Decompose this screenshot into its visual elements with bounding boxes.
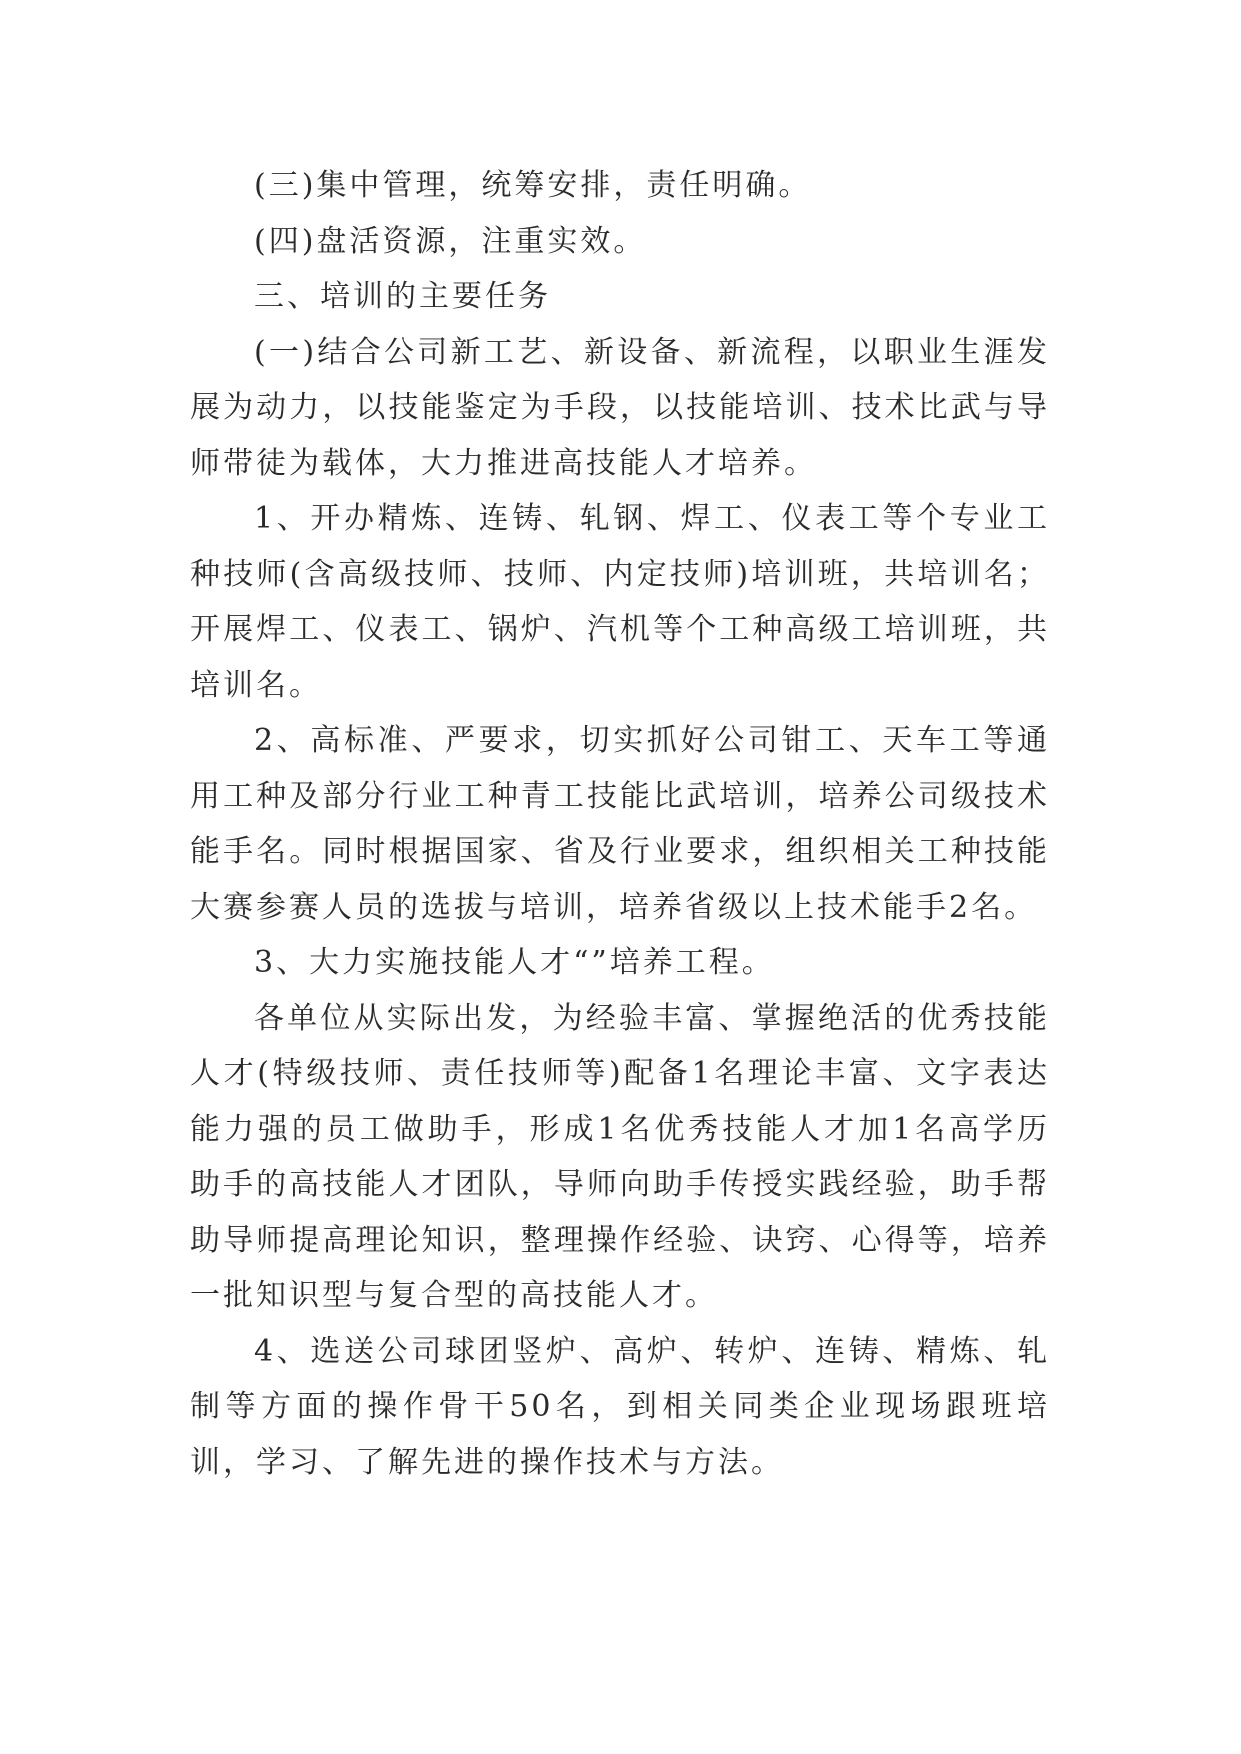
section-heading-main-tasks: 三、培训的主要任务 [254,279,551,314]
paragraph-principle-3: (三)集中管理，统筹安排，责任明确。 [254,168,812,203]
paragraph-principle-4: (四)盘活资源，注重实效。 [254,223,647,259]
paragraph-item-3: 3、大力实施技能人才“”培养工程。 [254,945,775,980]
paragraph-item-2: 2、高标准、严要求，切实抓好公司钳工、天车工等通用工种及部分行业工种青工技能比武培训，培养公司级技术能手名。同时根据国家、省及行业要求，组织相关工种技能大赛参赛人员的选拔与培训，培养省级以上技术能手2名。 [190,723,1050,925]
document-page [190,158,1050,1490]
paragraph-item-3-detail: 各单位从实际出发，为经验丰富、掌握绝活的优秀技能人才(特级技师、责任技师等)配备1名理论丰富、文字表达能力强的员工做助手，形成1名优秀技能人才加1名高学历助手的高技能人才团队，导师向助手传授实践经验，助手帮助导师提高理论知识，整理操作经验、诀窍、心得等，培养一批知识型与复合型的高技能人才。 [190,1000,1050,1313]
paragraph-item-4: 4、选送公司球团竖炉、高炉、转炉、连铸、精炼、轧制等方面的操作骨干50名，到相关同类企业现场跟班培训，学习、了解先进的操作技术与方法。 [190,1333,1050,1480]
paragraph-item-1: 1、开办精炼、连铸、轧钢、焊工、仪表工等个专业工种技师(含高级技师、技师、内定技师)培训班，共培训名；开展焊工、仪表工、锅炉、汽机等个工种高级工培训班，共培训名。 [190,501,1050,703]
paragraph-task-1: (一)结合公司新工艺、新设备、新流程，以职业生涯发展为动力，以技能鉴定为手段，以技能培训、技术比武与导师带徒为载体，大力推进高技能人才培养。 [190,334,1050,481]
